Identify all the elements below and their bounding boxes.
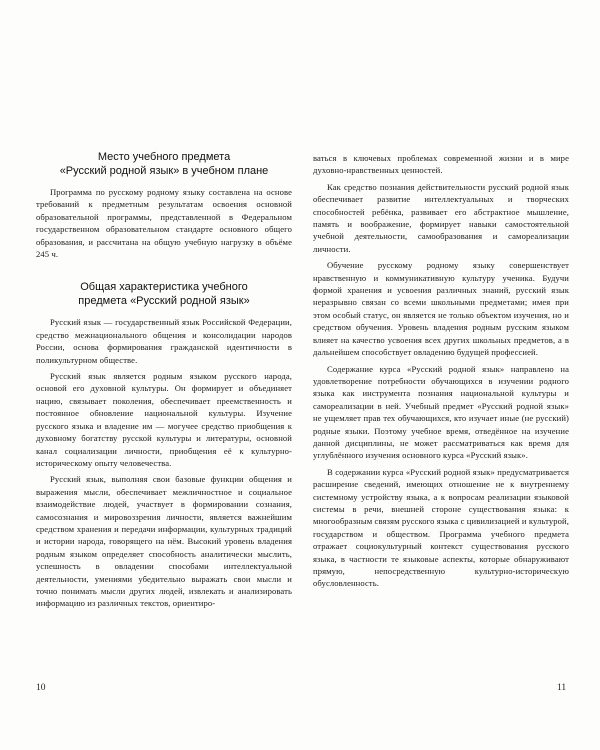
paragraph: Русский язык — государственный язык Российской Федерации, средство межнационального общения и консолидации народов России, основа формирования гражданской идентичности в поликультурном обществе. <box>36 317 292 365</box>
paragraph-continuation: ваться в ключевых проблемах современной жизни и в мире духовно-нравственных ценностей. <box>313 153 569 176</box>
heading-line: предмета «Русский родной язык» <box>78 295 250 308</box>
section-heading-characteristics <box>36 280 292 308</box>
paragraph: Как средство познания действительности русский родной язык обеспечивает развитие интеллектуальных и творческих способностей ребёнка, развивает его абстрактное мышление, память и воображение, формирует навыки самостоятельной учебной деятельности, самообразования и самореализации личности. <box>313 181 569 254</box>
page-number-right: 11 <box>557 683 567 693</box>
heading-line: Общая характеристика учебного <box>80 281 248 294</box>
heading-line: Место учебного предмета <box>97 151 231 163</box>
heading-line: «Русский родной язык» в учебном плане <box>59 165 269 177</box>
paragraph: Русский язык, выполняя свои базовые функции общения и выражения мысли, обеспечивает межличностное и социальное взаимодействие людей, участвует в формировании сознания, самосознания и мировоззрения личности, является важнейшим средством хранения и передачи информации, культурных традиций и истории народа, говорящего на нём. Высокий уровень владения родным языком определяет способность аналитически мыслить, успешность в овладении способами интеллектуальной деятельности, умениями убедительно выражать свои мысли и точно понимать мысли других людей, извлекать и анализировать информацию из различных текстов, ориентиро- <box>36 474 292 609</box>
paragraph: Русский язык является родным языком русского народа, основой его духовной культуры. Он формирует и объединяет нацию, связывает поколения, обеспечивает преемственность и постоянное обновление национальной культуры. Изучение русского языка и владение им — могучее средство приобщения к духовному богатству русской культуры и литературы, основной канал социализации личности, приобщения её к культурно-историческому опыту человечества. <box>36 371 292 468</box>
paragraph: Программа по русскому родному языку составлена на основе требований к предметным результатам освоения основной образовательной программы, представленной в Федеральном государственном образовательном стандарте основного общего образования, и рассчитана на общую учебную нагрузку в объёме 245 ч. <box>36 187 292 260</box>
paragraph: Обучение русскому родному языку совершенствует нравственную и коммуникативную культуру ученика. Будучи формой хранения и усвоения различных знаний, русский язык неразрывно связан со всеми школьными предметами; имея при этом особый статус, он является не только объектом изучения, но и средством обучения. Уровень владения родным русским языком влияет на качество усвоения всех других школьных предметов, а в дальнейшем способствует овладению будущей профессией. <box>313 260 569 358</box>
section-gap <box>36 264 292 280</box>
left-page <box>36 150 292 614</box>
paragraph: Содержание курса «Русский родной язык» направлено на удовлетворение потребности обучающихся в изучении родного языка как инструмента познания национальной культуры и самореализации в ней. Учебный предмет «Русский родной язык» не ущемляет прав тех обучающихся, кто изучает иные (не русский) родные языки. Поэтому учебное время, отведённое на изучение данной дисциплины, не может рассматриваться как время для углублённого изучения основного курса «Русский язык». <box>313 363 569 461</box>
right-page <box>313 152 569 594</box>
section-heading-place <box>36 150 292 178</box>
page-number-left: 10 <box>36 683 46 693</box>
paragraph: В содержании курса «Русский родной язык» предусматривается расширение сведений, имеющих отношение не к внутреннему системному устройству языка, а к вопросам реализации языковой системы в речи, внешней стороне существования языка: к многообразным связям русского языка с цивилизацией и культурой, государством и обществом. Программа учебного предмета отражает социокультурный контекст существования русского языка, в частности те языковые аспекты, которые обнаруживают прямую, непосредственную культурно-историческую обусловленность. <box>313 466 569 589</box>
